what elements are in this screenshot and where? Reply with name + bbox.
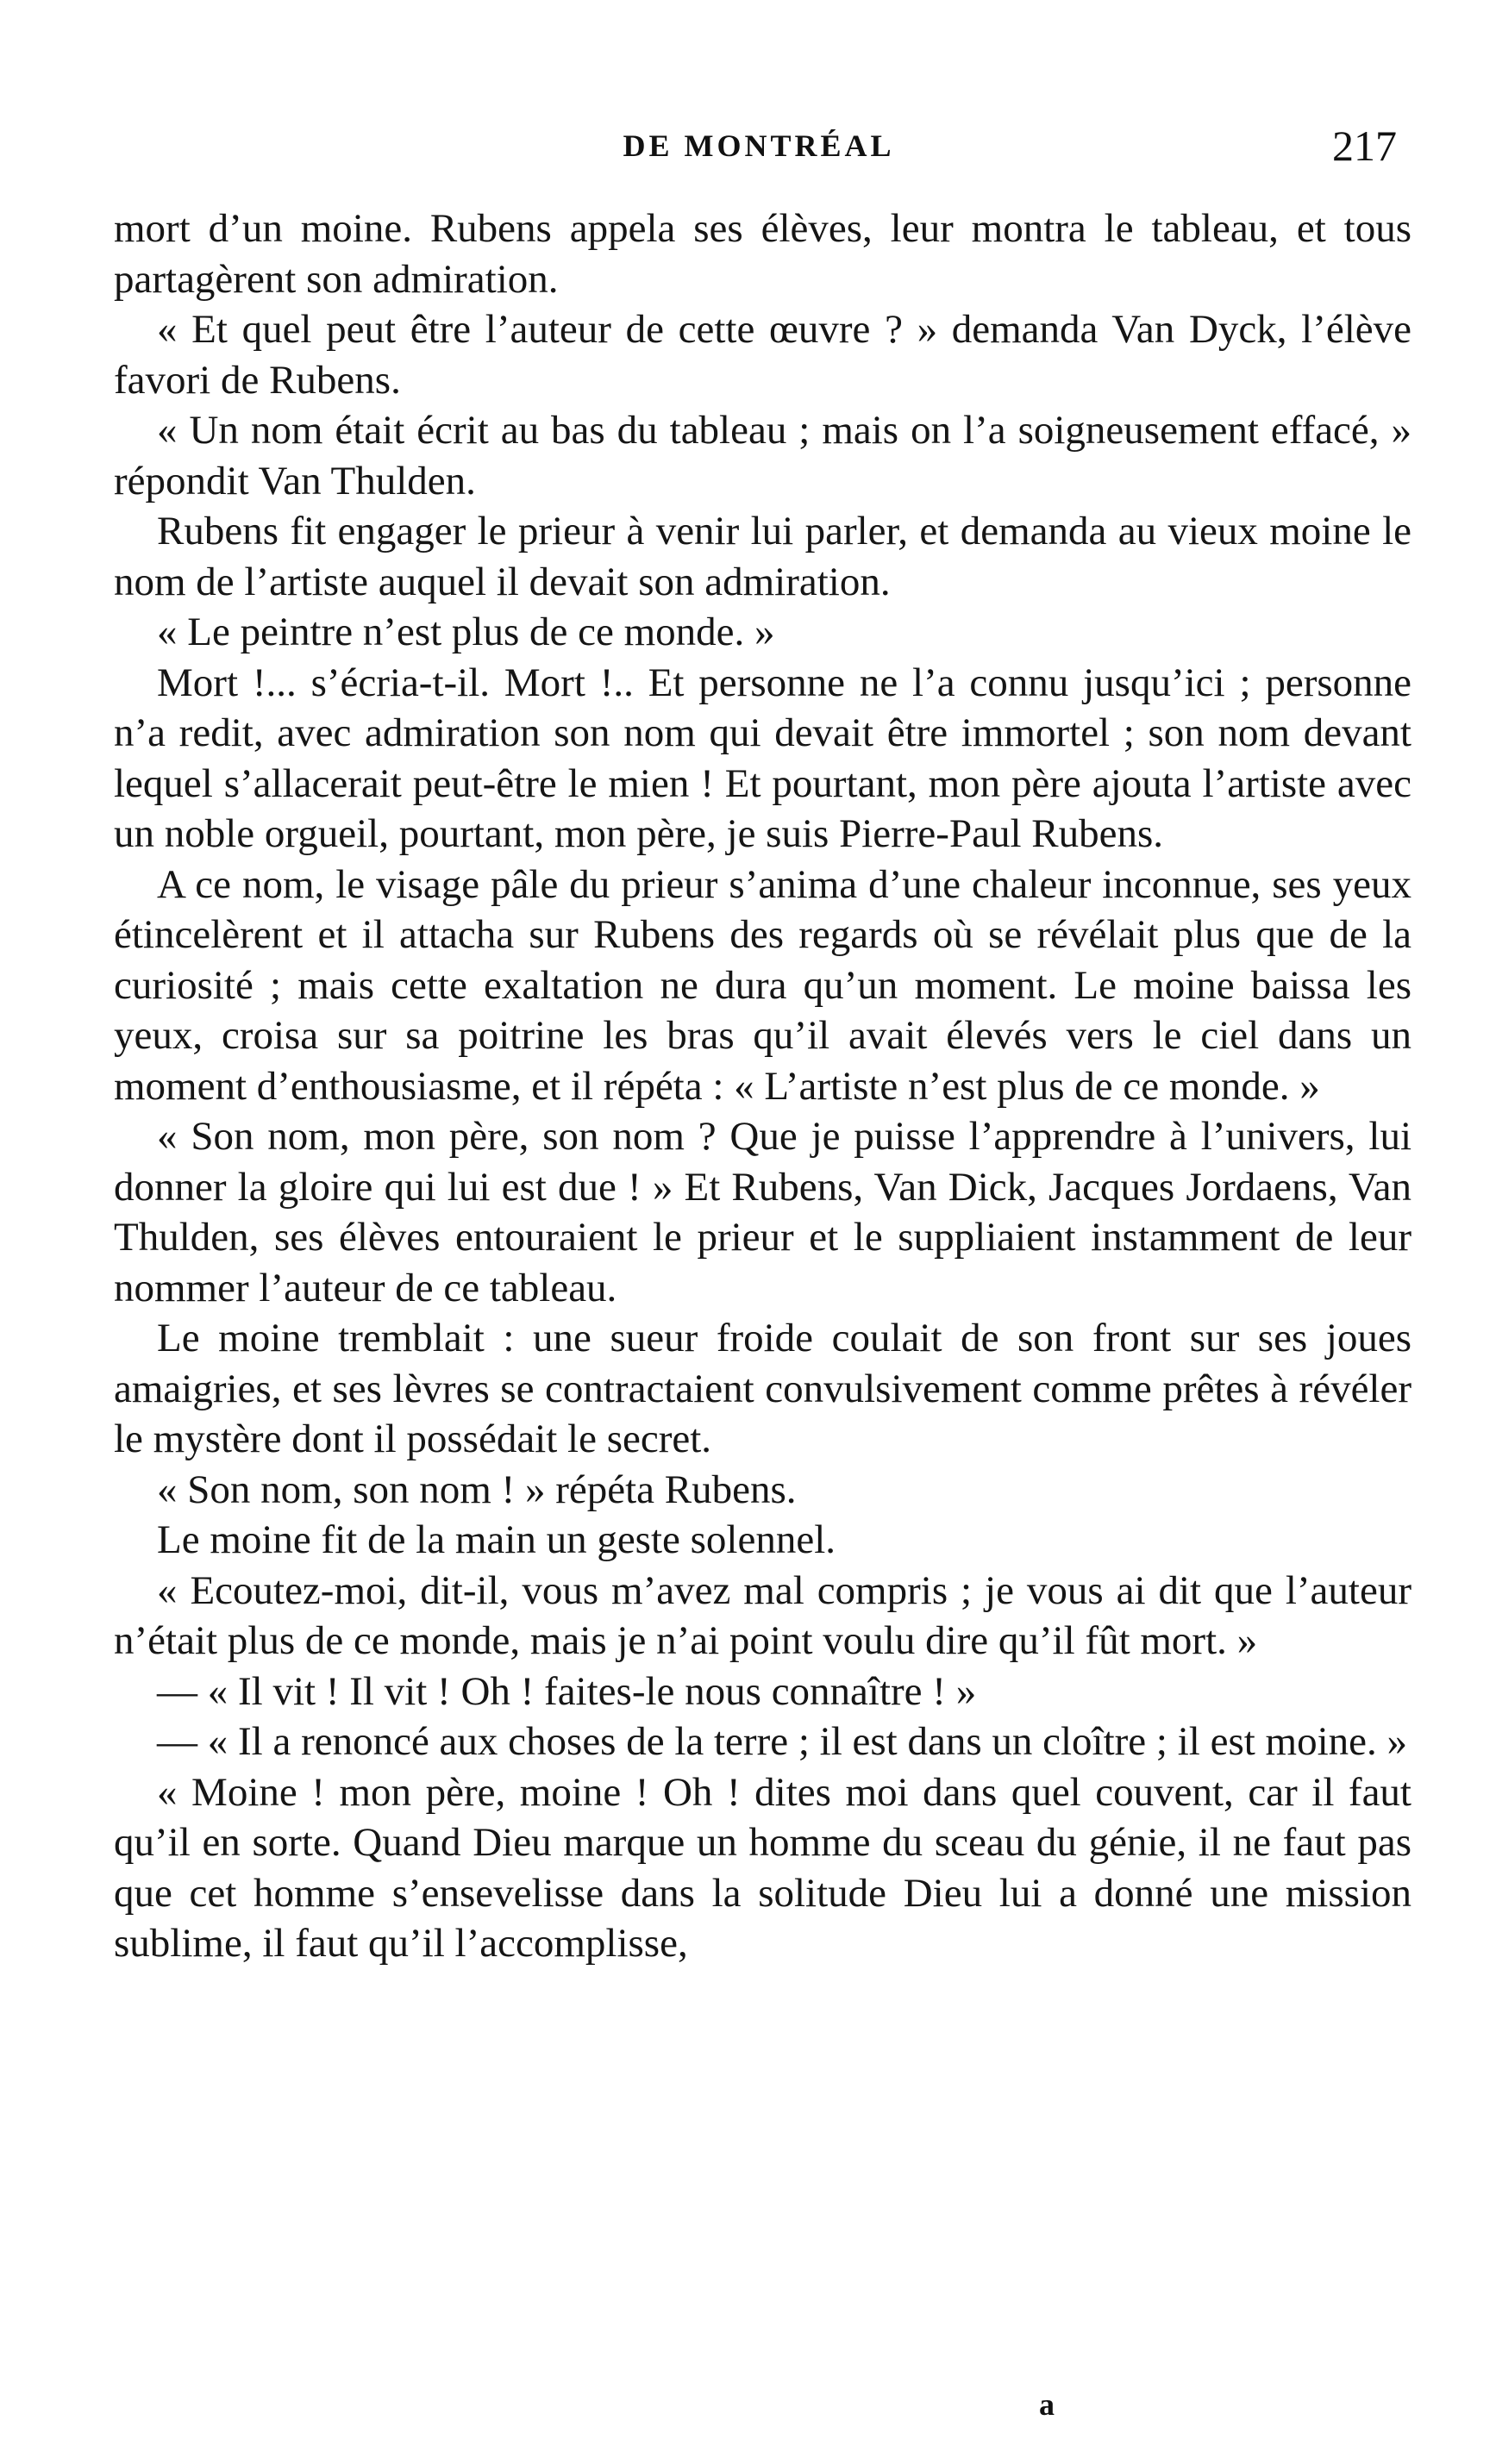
paragraph-6: Mort !... s’écria-t-il. Mort !.. Et personne ne l’a connu jusqu’ici ; personne n’a redit, avec admiration son nom qui devait être immortel ; son nom devant lequel s’allacerait peut-être le mien ! Et pourtant, mon père ajouta l’artiste avec un noble orgueil, pourtant, mon père, je suis Pierre-Paul Rubens.	[114, 660, 1411, 856]
paragraph-9: Le moine tremblait : une sueur froide coulait de son front sur ses joues amaigries, et ses lèvres se contractaient convulsivement comme prêtes à révéler le mystère dont il possédait le secret.	[114, 1316, 1411, 1461]
paragraph-4: Rubens fit engager le prieur à venir lui parler, et demanda au vieux moine le nom de l’artiste auquel il devait son admiration.	[114, 509, 1411, 604]
paragraph-8: « Son nom, mon père, son nom ? Que je puisse l’apprendre à l’univers, lui donner la gloire qui lui est due ! » Et Rubens, Van Dick, Jacques Jordaens, Van Thulden, ses élèves entouraient le prieur et le suppliaient instamment de leur nommer l’auteur de ce tableau.	[114, 1114, 1411, 1310]
paragraph-14: — « Il a renoncé aux choses de la terre ; il est dans un cloître ; il est moine. »	[157, 1719, 1408, 1764]
running-title: DE MONTRÉAL	[623, 128, 895, 163]
body-text	[114, 203, 1411, 1969]
paragraph-12: « Ecoutez-moi, dit-il, vous m’avez mal compris ; je vous ai dit que l’auteur n’était plus de ce monde, mais je n’ai point voulu dire qu’il fût mort. »	[114, 1567, 1411, 1663]
signature-mark: a	[1039, 2387, 1055, 2422]
page-number: 217	[1332, 122, 1397, 170]
paragraph-15: « Moine ! mon père, moine ! Oh ! dites moi dans quel couvent, car il faut qu’il en sorte. Quand Dieu marque un homme du sceau du génie, il ne faut pas que cet homme s’ensevelisse dans la solitude Dieu lui a donné une mission sublime, il faut qu’il l’accomplisse,	[114, 1769, 1411, 1966]
paragraph-11: Le moine fit de la main un geste solennel.	[157, 1517, 836, 1562]
paragraph-7: A ce nom, le visage pâle du prieur s’anima d’une chaleur inconnue, ses yeux étincelèrent et il attacha sur Rubens des regards où se révélait plus que de la curiosité ; mais cette exaltation ne dura qu’un moment. Le moine baissa les yeux, croisa sur sa poitrine les bras qu’il avait élevés vers le ciel dans un moment d’enthousiasme, et il répéta : « L’artiste n’est plus de ce monde. »	[114, 861, 1411, 1109]
running-head	[112, 122, 1405, 179]
paragraph-10: « Son nom, son nom ! » répéta Rubens.	[157, 1467, 797, 1512]
paragraph-5: « Le peintre n’est plus de ce monde. »	[157, 610, 775, 654]
paragraph-13: — « Il vit ! Il vit ! Oh ! faites-le nous connaître ! »	[157, 1668, 977, 1714]
paragraph-2: « Et quel peut être l’auteur de cette œuvre ? » demanda Van Dyck, l’élève favori de Rubens.	[114, 307, 1411, 403]
paragraph-1: mort d’un moine. Rubens appela ses élèves, leur montra le tableau, et tous partagèrent son admiration.	[114, 206, 1411, 302]
paragraph-3: « Un nom était écrit au bas du tableau ; mais on l’a soigneusement effacé, » répondit Van Thulden.	[114, 408, 1411, 503]
